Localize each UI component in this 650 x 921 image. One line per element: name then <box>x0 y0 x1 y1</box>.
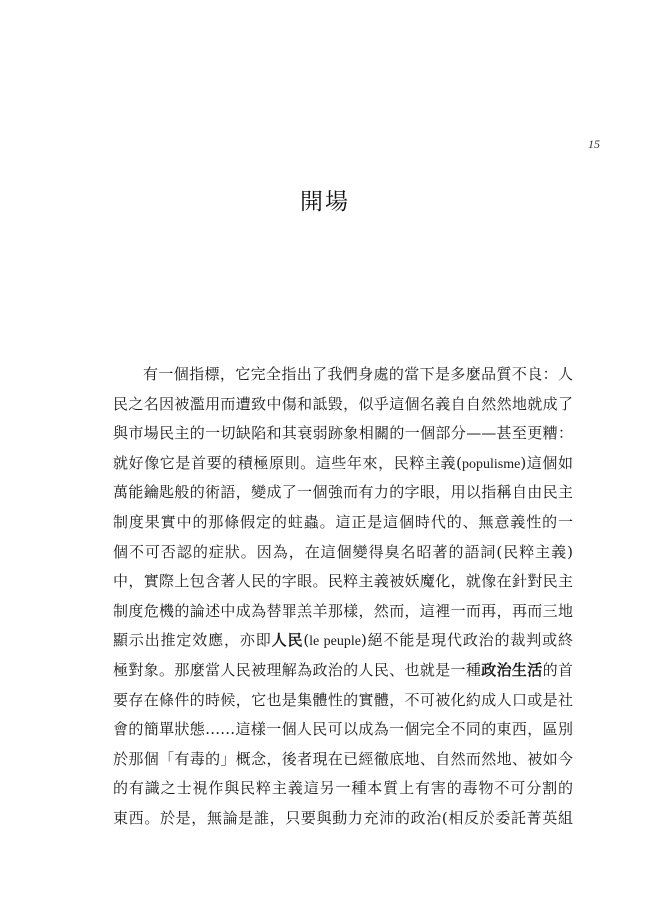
text-segment: 顯示出推定效應，亦即 <box>113 631 272 650</box>
text-line: 與市場民主的一切缺陷和其衰弱跡象相關的一個部分——甚至更糟： <box>113 424 573 443</box>
text-line: 要存在條件的時候，它也是集體性的實體，不可被化約成人口或是社 <box>113 690 573 709</box>
french-term: le peuple <box>309 634 361 650</box>
text-line: 制度危機的論述中成為替罪羔羊那樣，然而，這裡一而再，再而三地 <box>113 601 573 620</box>
body-paragraph <box>113 360 573 834</box>
text-segment: 的首 <box>542 660 573 679</box>
text-line: 會的簡單狀態……這樣一個人民可以成為一個完全不同的東西，區別 <box>113 720 573 739</box>
text-line: 有一個指標，它完全指出了我們身處的當下是多麼品質不良：人 <box>143 365 573 383</box>
text-segment: )絕不能是現代政治的裁判或終 <box>360 631 573 650</box>
text-line: 制度果實中的那條假定的蛀蟲。這正是這個時代的、無意義性的一 <box>113 512 573 531</box>
text-line: 個不可否認的症狀。因為，在這個變得臭名昭著的語詞(民粹主義) <box>113 542 573 561</box>
text-line: 的有識之士視作與民粹主義這另一種本質上有害的毒物不可分割的 <box>113 779 573 798</box>
page-number: 15 <box>588 137 600 151</box>
text-line: 民之名因被濫用而遭致中傷和詆毀，似乎這個名義自自然然地就成了 <box>113 394 573 413</box>
text-segment: 就好像它是首要的積極原則。這些年來，民粹主義( <box>113 453 462 472</box>
text-segment: 極對象。那麼當人民被理解為政治的人民、也就是一種 <box>113 660 482 679</box>
text-line <box>113 626 573 656</box>
text-line: 中，實際上包含著人民的字眼。民粹主義被妖魔化，就像在針對民主 <box>113 572 573 591</box>
text-segment: )這個如 <box>520 453 573 472</box>
chapter-title: 開場 <box>300 189 350 215</box>
french-term: populisme <box>462 456 521 472</box>
text-line <box>113 449 573 479</box>
text-segment: ( <box>303 631 310 650</box>
emphasis-term: 政治生活 <box>481 660 543 679</box>
text-line: 於那個「有毒的」概念，後者現在已經徹底地、自然而然地、被如今 <box>113 749 573 768</box>
text-line: 萬能鑰匙般的術語，變成了一個強而有力的字眼，用以指稱自由民主 <box>113 483 573 502</box>
text-line <box>113 656 573 686</box>
text-line: 東西。於是，無論是誰，只要與動力充沛的政治(相反於委託菁英組 <box>113 808 573 827</box>
emphasis-term: 人民 <box>271 631 304 650</box>
